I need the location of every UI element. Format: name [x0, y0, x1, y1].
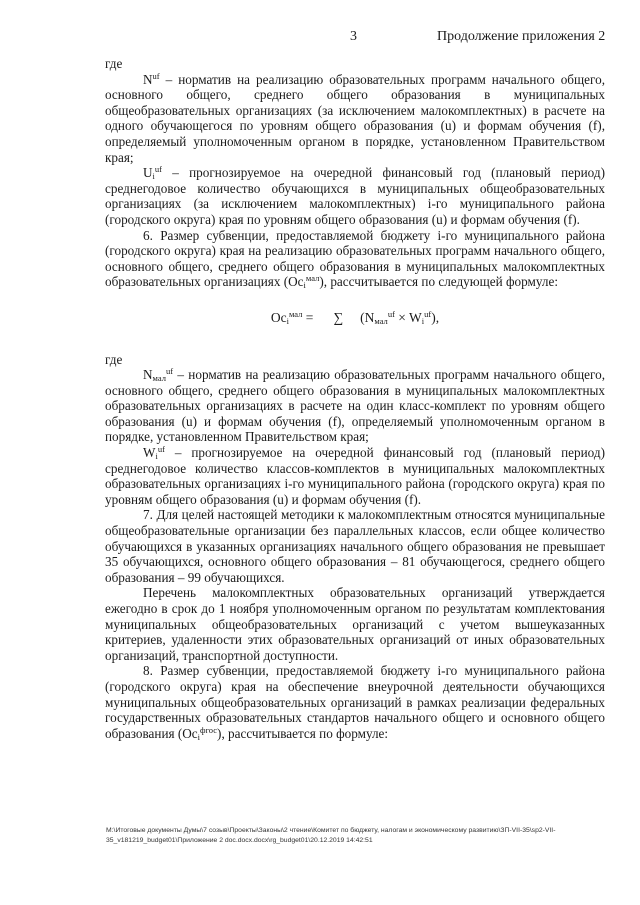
- symbol-nmal-sub: мал: [152, 373, 166, 384]
- definition-u-text: – прогнозируемое на очередной финансовый год (плановый период) среднегодовое количество обучающихся в муниципальных общеобразовательных организациях (за исключением малокомплектных) i-го муниципального района (городского округа) края по уровням общего образования (u) и формам обучения (f).: [105, 165, 605, 227]
- symbol-n: N: [143, 71, 153, 87]
- formula-oc-sub: i: [286, 315, 289, 326]
- formula-small-schools: [105, 310, 605, 326]
- formula-oc-sup: мал: [288, 308, 303, 319]
- definition-w-class-sets: [105, 445, 605, 507]
- definition-u-students: [105, 165, 605, 227]
- symbol-n-sup: uf: [152, 70, 160, 81]
- definition-n-normative: [105, 72, 605, 166]
- paragraph-8-sub: i: [197, 731, 201, 742]
- symbol-w-sub: i: [155, 451, 158, 462]
- page-number: 3: [350, 29, 357, 44]
- paragraph-6-text: 6. Размер субвенции, предоставляемой бюджету i-го муниципального района (городского округа) края на реализацию образовательных программ начального общего, основного общего, среднего общего образования в муниципальных малокомплектных образовательных организациях (Ос: [105, 227, 605, 290]
- where-label-2: где: [105, 351, 123, 367]
- paragraph-7: 7. Для целей настоящей методики к малокомплектным относятся муниципальные общеобразовательные организации без параллельных классов, если общее количество обучающихся в указанных организациях начального общего образования не превышает 35 обучающихся, основного общего образования – 81 обучающегося, среднего общего образования – 99 обучающихся.: [105, 507, 605, 585]
- paragraph-list-approval: Перечень малокомплектных образовательных организаций утверждается ежегодно в срок до 1 ноября уполномоченным органом по результатам комплектования муниципальных общеобразовательных организаций с учетом вышеуказанных критериев, удаленности этих образовательных организаций от иных образовательных организаций, транспортной доступности.: [105, 585, 605, 663]
- where-label-1: где: [105, 56, 123, 71]
- symbol-u-sup: uf: [154, 164, 162, 175]
- formula-w-sup: uf: [424, 308, 432, 319]
- symbol-u: U: [143, 165, 153, 181]
- formula-end: ),: [431, 309, 440, 325]
- definition-nmal-text: – норматив на реализацию образовательных программ начального общего, основного общего, среднего общего образования в муниципальных малокомплектных образовательных организациях в расчете на один класс-комплект по уровням общего образования (u) и формам обучения (f), определяемый уполномоченным органом в порядке, установленном Правительством края;: [105, 367, 605, 445]
- paragraph-6-tail: ), рассчитывается по следующей формуле:: [319, 274, 558, 290]
- paragraph-8-text: 8. Размер субвенции, предоставляемой бюджету i-го муниципального района (городского округа) края на обеспечение внеурочной деятельности обучающихся муниципальных общеобразовательных организаций в рамках реализации федеральных государственных образовательных стандартов начального общего и основного общего образования (Ос: [105, 663, 605, 741]
- formula-times-w: × W: [394, 309, 422, 325]
- paragraph-6-sub: i: [303, 280, 306, 291]
- appendix-continuation-label: Продолжение приложения 2: [437, 29, 606, 44]
- formula-n-sup: uf: [387, 308, 395, 319]
- paragraph-8-sup: фгос: [200, 724, 218, 735]
- symbol-w-sup: uf: [157, 444, 165, 455]
- paragraph-6: [105, 228, 605, 290]
- footer-file-path: М:\Итоговые документы Думы\7 созыв\Проекты\Законы\2 чтение\Комитет по бюджету, налогам и экономическому развитию\ЗП-VII-35\sp2-VII-35_v181219_budget01\Приложение 2 doc.docx.docx\rg_budget01\20.12.2019 14:42:51: [106, 827, 556, 844]
- definition-n-text: – норматив на реализацию образовательных программ начального общего, основного общего, среднего общего образования в муниципальных общеобразовательных организациях (за исключением малокомплектных) в расчете на одного обучающегося по уровням общего образования (u) и формам обучения (f), определяемый уполномоченным органом в порядке, установленном Правительством края;: [105, 71, 605, 165]
- document-body: [105, 56, 605, 741]
- formula-n-sub: мал: [374, 315, 388, 326]
- formula-oc: Ос: [270, 309, 287, 325]
- paragraph-8-tail: ), рассчитывается по формуле:: [217, 725, 389, 741]
- paragraph-8: [105, 663, 605, 741]
- definition-nmal-normative: [105, 367, 605, 445]
- symbol-nmal: N: [143, 367, 153, 383]
- paragraph-6-sup: мал: [305, 273, 320, 284]
- symbol-u-sub: i: [152, 171, 155, 182]
- formula-sum: = ∑ (N: [302, 309, 375, 325]
- symbol-w: W: [143, 445, 156, 461]
- formula-w-sub: i: [421, 315, 425, 326]
- definition-w-text: – прогнозируемое на очередной финансовый год (плановый период) среднегодовое количество классов-комплектов в муниципальных малокомплектных образовательных организациях i-го муниципального района (городского округа) края по уровням общего образования (u) и формам обучения (f).: [105, 445, 605, 507]
- symbol-nmal-sup: uf: [165, 366, 174, 377]
